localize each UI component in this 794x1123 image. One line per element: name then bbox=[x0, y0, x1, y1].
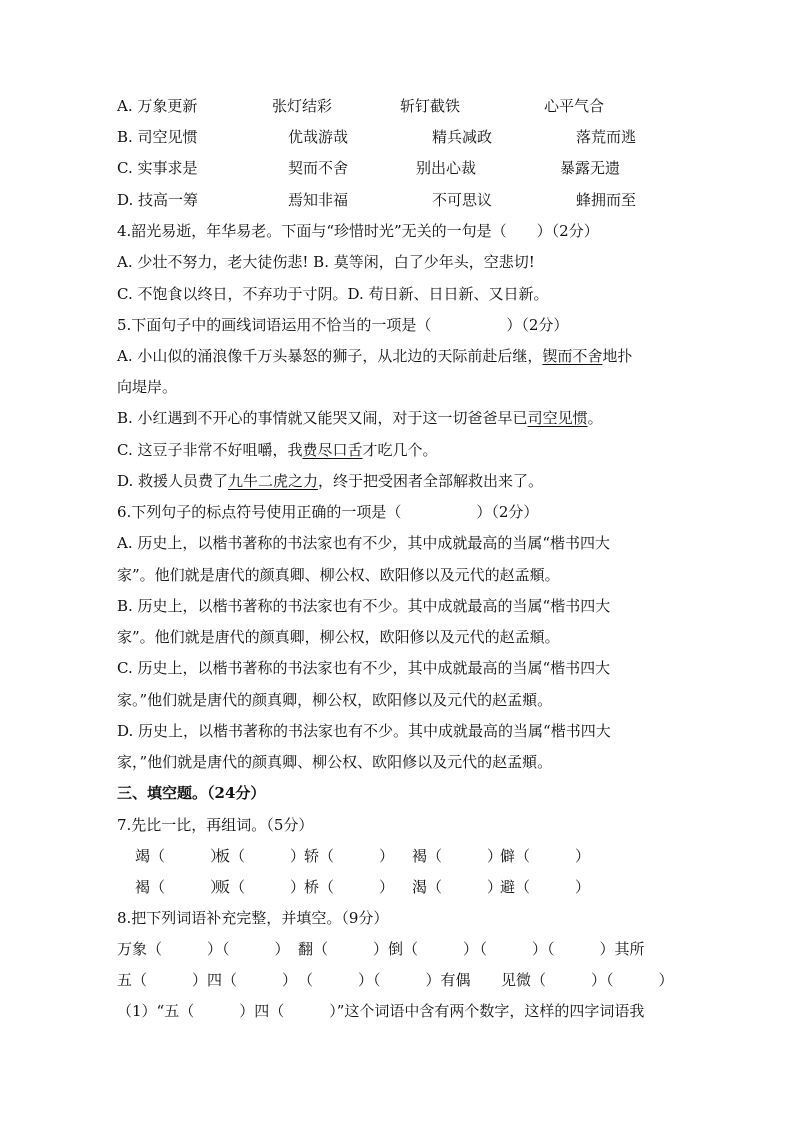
q5-option-a-cont: 向堤岸。 bbox=[117, 378, 178, 396]
q6-option-d: D. 历史上，以楷书著称的书法家也有不少。其中成就最高的当属“楷书四大 bbox=[117, 722, 611, 740]
q6-option-c-cont: 家。”他们就是唐代的颜真卿，柳公权，欧阳修以及元代的赵孟頫。 bbox=[117, 691, 553, 709]
q6-stem: 6.下列句子的标点符号使用正确的一项是（ ）（2分） bbox=[117, 503, 539, 521]
underlined-phrase: 锲而不舍 bbox=[542, 347, 603, 365]
q5-stem: 5.下面句子中的画线词语运用不恰当的一项是（ ）（2分） bbox=[117, 316, 569, 334]
underlined-phrase: 费尽口舌 bbox=[302, 441, 363, 459]
q5-option-a: A. 小山似的涌浪像千万头暴怒的狮子，从北边的天际前赴后继，锲而不舍地扑 bbox=[117, 347, 633, 365]
q4-stem: 4.韶光易逝，年华易老。下面与“珍惜时光”无关的一句是（ ）（2分） bbox=[117, 222, 599, 240]
q4-options-ab: A. 少壮不努力，老大徒伤悲! B. 莫等闲，白了少年头，空悲切! bbox=[117, 253, 535, 271]
q5-option-d: D. 救援人员费了九牛二虎之力，终于把受困者全部解救出来了。 bbox=[117, 472, 544, 490]
q7-stem: 7.先比一比，再组词。（5分） bbox=[117, 816, 314, 834]
underlined-phrase: 司空见惯 bbox=[527, 409, 588, 427]
q6-option-b: B. 历史上，以楷书著称的书法家也有不少。其中成就最高的当属“楷书四大 bbox=[117, 597, 611, 615]
q4-options-cd: C. 不饱食以终日，不弃功于寸阴。D. 苟日新、日日新、又日新。 bbox=[117, 285, 549, 303]
q6-option-b-cont: 家”。他们就是唐代的颜真卿，柳公权，欧阳修以及元代的赵孟頫。 bbox=[117, 628, 560, 646]
section-heading: 三、填空题。（24分） bbox=[117, 784, 266, 802]
q8-stem: 8.把下列词语补充完整，并填空。（9分） bbox=[117, 909, 389, 927]
q5-option-b: B. 小红遇到不开心的事情就又能哭又闹，对于这一切爸爸早已司空见惯。 bbox=[117, 409, 603, 427]
q6-option-a-cont: 家”。他们就是唐代的颜真卿、柳公权、欧阳修以及元代的赵孟頫。 bbox=[117, 566, 560, 584]
q5-option-c: C. 这豆子非常不好咀嚼，我费尽口舌才吃几个。 bbox=[117, 441, 438, 459]
underlined-phrase: 九牛二虎之力 bbox=[228, 472, 319, 490]
exam-page: A. 万象更新 张灯结彩 斩钉截铁 心平气合 B. 司空见惯 优哉游哉 精兵减政 落荒而逃 C. 实事求是 契而不舍 别出心裁 暴露无遗 D. 技高一筹 焉知非福 不可思议 蜂拥而至 4.韶光易逝，年华易老。下面与“珍惜时光”无关的一句是（ ）（2分） A. 少壮不努力，老大徒伤悲! B. 莫等闲，白了少年头，空悲切! C. 不饱食以终日，不弃功于寸阴。D. 苟日新、日日新、又日新。 5.下面句子中的画线词语运用不恰当的一项是（ ）（2分） A. 小山似的涌浪像千万头暴怒的狮子，从北边的天际前赴后继，锲而不舍地扑 向堤岸。 B. 小红遇到不开心的事情就又能哭又闹，对于这一切爸爸早已司空见惯。 C. 这豆子非常不好咀嚼，我费尽口舌才吃几个。 D. 救援人员费了九牛二虎之力，终于把受困者全部解救出来了。 6.下列句子的标点符号使用正确的一项是（ ）（2分） A. 历史上，以楷书著称的书法家也有不少，其中成就最高的当属“楷书四大 家”。他们就是唐代的颜真卿、柳公权、欧阳修以及元代的赵孟頫。 B. 历史上，以楷书著称的书法家也有不少。其中成就最高的当属“楷书四大 家”。他们就是唐代的颜真卿，柳公权，欧阳修以及元代的赵孟頫。 C. 历史上，以楷书著称的书法家也有不少，其中成就最高的当属“楷书四大 家。”他们就是唐代的颜真卿，柳公权，欧阳修以及元代的赵孟頫。 D. 历史上，以楷书著称的书法家也有不少。其中成就最高的当属“楷书四大 家，”他们就是唐代的颜真卿、柳公权、欧阳修以及元代的赵孟頫。 三、填空题。（24分） 7.先比一比，再组词。（5分） 竭（ ） 板（ ） 轿（ ） 褐（ ） 僻（ ） 褐（ ） 贩（ ） 桥（ ） 渴（ ） 避（ ） 8.把下列词语补充完整，并填空。（9分） 万象（ ）（ ） 翻（ ）倒（ ） （ ）（ ）其所 五（ ）四（ ） （ ）（ ）有偶 见微（ ）（ ） （1）“五（ ）四（ ）”这个词语中含有两个数字，这样的四字词语我 bbox=[117, 97, 674, 1020]
q6-option-c: C. 历史上，以楷书著称的书法家也有不少，其中成就最高的当属“楷书四大 bbox=[117, 659, 611, 677]
q6-option-d-cont: 家，”他们就是唐代的颜真卿、柳公权、欧阳修以及元代的赵孟頫。 bbox=[117, 753, 553, 771]
q6-option-a: A. 历史上，以楷书著称的书法家也有不少，其中成就最高的当属“楷书四大 bbox=[117, 534, 611, 552]
q8-sub-1: （1）“五（ ）四（ ）”这个词语中含有两个数字，这样的四字词语我 bbox=[117, 1002, 645, 1020]
